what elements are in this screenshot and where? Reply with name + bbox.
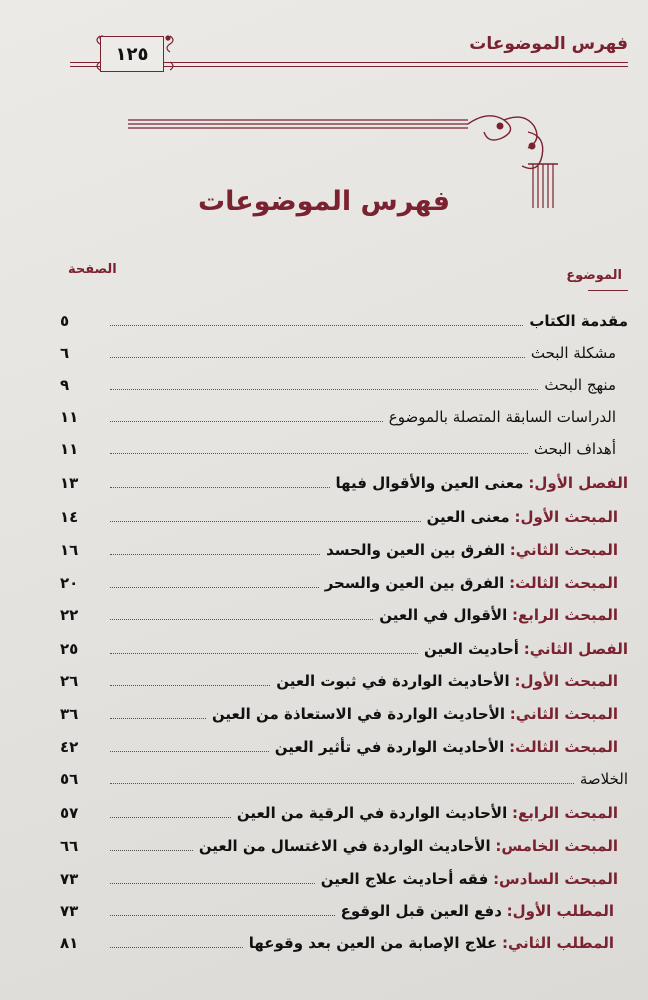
running-title: فهرس الموضوعات [469,34,628,54]
toc-entry [60,304,628,334]
toc-entry-text [275,738,618,756]
dot-leader [110,357,525,358]
toc-entry-label: المطلب الثاني: [501,934,614,952]
toc-entry-page: ٧٣ [60,902,79,920]
toc-entry-label: المبحث الأول: [514,672,618,690]
dot-leader [110,947,243,948]
toc-entry-text [580,770,628,788]
toc-entry [60,566,628,596]
toc-entry-label: المبحث الثالث: [509,738,618,756]
dot-leader [110,521,421,522]
toc-entry-label: الفصل الثاني: [523,640,628,658]
toc-entry-title: الفرق بين العين والحسد [326,541,506,559]
toc-entry [60,894,628,924]
toc-entry-text [424,640,628,658]
column-header-rule [588,290,628,291]
toc-entry [60,336,628,366]
toc-entry-page: ١٤ [60,508,79,526]
toc-entry-text [249,934,614,952]
toc-entry-page: ٢٦ [60,672,79,690]
toc-entry-page: ٦٦ [60,837,79,855]
toc-entry-title: معنى العين والأقوال فيها [335,474,524,492]
toc-entry-page: ١٣ [60,474,79,492]
toc-entry-page: ٥٧ [60,804,79,822]
toc-entry-page: ٨١ [60,934,79,952]
toc-entry [60,796,628,826]
dot-leader [110,850,193,851]
page-title: فهرس الموضوعات [197,186,451,217]
dot-leader [110,453,528,454]
topic-column-header: الموضوع [566,268,622,283]
toc-entry-text [326,541,618,559]
toc-entry [60,730,628,760]
toc-entry-label: الفصل الأول: [528,474,628,492]
toc-entry-label: المبحث الرابع: [512,804,618,822]
toc-entry-text [531,344,616,362]
toc-entry-text [544,376,616,394]
dot-leader [110,783,574,784]
dot-leader [110,685,270,686]
dot-leader [110,554,320,555]
toc-entry-text [212,705,618,723]
toc-entry-title: منهج البحث [544,376,616,394]
toc-entry [60,697,628,727]
dot-leader [110,487,330,488]
toc-entry-title: مشكلة البحث [530,344,616,362]
toc-entry-text [379,606,618,624]
dot-leader [110,915,335,916]
toc-entry [60,500,628,530]
toc-entry-page: ١٦ [60,541,79,559]
toc-entry-title: فقه أحاديث علاج العين [320,870,489,888]
toc-entry-title: الأحاديث الواردة في ثبوت العين [276,672,510,690]
toc-entry-label: المطلب الأول: [506,902,614,920]
toc-entry-title: معنى العين [426,508,510,526]
toc-entry-page: ٥٦ [60,770,79,788]
toc-entry-page: ٥ [60,312,70,330]
toc-entry-page: ٢٢ [60,606,79,624]
toc-entry-title: الفرق بين العين والسحر [324,574,505,592]
toc-entry-title: الأحاديث الواردة في الرقية من العين [236,804,508,822]
dot-leader [110,389,538,390]
toc-entry-title: مقدمة الكتاب [529,312,628,330]
toc-entry-title: دفع العين قبل الوقوع [340,902,502,920]
dot-leader [110,718,206,719]
toc-entry-page: ٧٣ [60,870,79,888]
toc-entry-title: الأقوال في العين [379,606,508,624]
toc-entry-page: ٢٠ [60,574,79,592]
toc-entry-title: الدراسات السابقة المتصلة بالموضوع [388,408,616,426]
toc-entry-label: المبحث الأول: [514,508,618,526]
toc-entry-text [199,837,618,855]
toc-entry-title: الأحاديث الواردة في الاستعاذة من العين [211,705,506,723]
dot-leader [110,751,269,752]
toc-entry [60,762,628,792]
toc-entry-page: ٦ [60,344,70,362]
toc-entry-text [389,408,616,426]
dot-leader [110,619,373,620]
dot-leader [110,587,319,588]
toc-entry-text [325,574,618,592]
toc-entry [60,664,628,694]
toc-entry-label: المبحث السادس: [493,870,618,888]
toc-entry-text [276,672,618,690]
toc-entry-title: الأحاديث الواردة في تأثير العين [274,738,505,756]
toc-entry [60,862,628,892]
page-number-box [100,36,164,72]
toc-entry-page: ١١ [60,408,79,426]
toc-entry-label: المبحث الثاني: [509,541,618,559]
toc-entry-page: ٩ [60,376,70,394]
toc-entry-page: ٤٢ [60,738,79,756]
dot-leader [110,653,418,654]
toc-entry-text [427,508,618,526]
toc-entry-text [534,440,616,458]
toc-entry [60,368,628,398]
page-number: ١٢٥ [115,43,149,65]
toc-entry-label: المبحث الخامس: [495,837,618,855]
toc-entry-text [529,312,628,330]
toc-entry [60,926,628,956]
toc-entry-label: المبحث الرابع: [512,606,618,624]
toc-entry-title: أهداف البحث [533,440,616,458]
toc-entry-page: ٢٥ [60,640,79,658]
toc-entry-title: الأحاديث الواردة في الاغتسال من العين [198,837,491,855]
dot-leader [110,325,523,326]
toc-entry-label: المبحث الثاني: [509,705,618,723]
toc-entry [60,598,628,628]
toc-entry [60,829,628,859]
toc-entry-page: ٣٦ [60,705,79,723]
toc-entry [60,400,628,430]
toc-entry-title: علاج الإصابة من العين بعد وقوعها [248,934,498,952]
toc-entry-page: ١١ [60,440,79,458]
toc-entry-text [341,902,614,920]
dot-leader [110,421,383,422]
toc-entry-title: الخلاصة [579,770,628,788]
toc-entry-text [237,804,618,822]
page-column-header: الصفحة [68,262,117,277]
toc-entry-title: أحاديث العين [424,640,519,658]
dot-leader [110,883,315,884]
toc-entry [60,632,628,662]
toc-entry-text [336,474,628,492]
toc-entry [60,533,628,563]
toc-entry [60,432,628,462]
dot-leader [110,817,231,818]
toc-entry [60,466,628,496]
toc-entry-text [321,870,618,888]
toc-entry-label: المبحث الثالث: [509,574,618,592]
